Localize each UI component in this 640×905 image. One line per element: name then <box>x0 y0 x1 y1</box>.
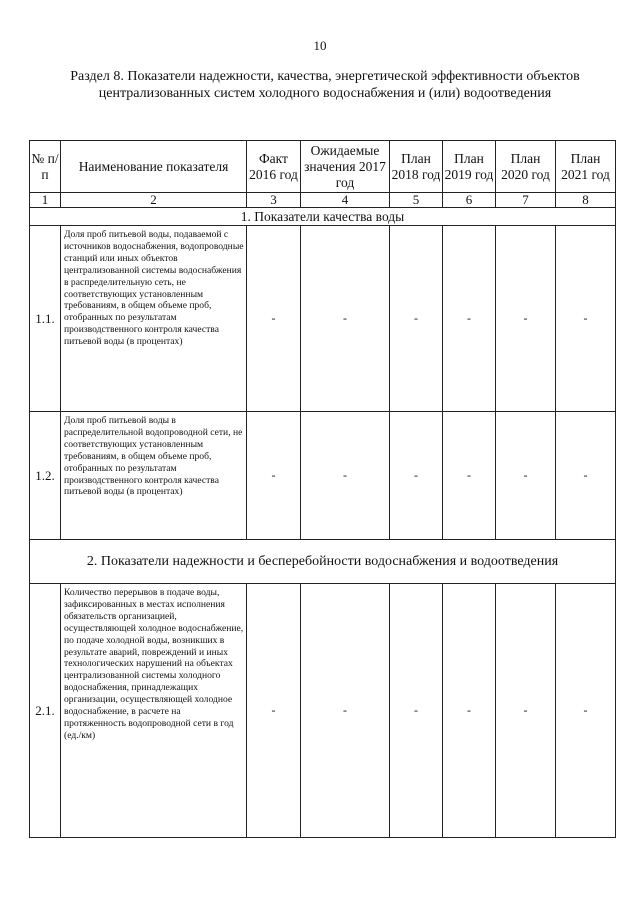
column-number: 6 <box>443 193 496 208</box>
column-number: 2 <box>61 193 247 208</box>
column-number: 4 <box>301 193 390 208</box>
column-number: 8 <box>556 193 616 208</box>
value-cell: - <box>247 226 301 412</box>
header-cell: План 2019 год <box>443 141 496 193</box>
column-number-row <box>30 193 616 208</box>
row-number: 2.1. <box>30 584 61 838</box>
column-number: 1 <box>30 193 61 208</box>
section-header-row <box>30 208 616 226</box>
value-cell: - <box>247 584 301 838</box>
column-number: 5 <box>390 193 443 208</box>
value-cell: - <box>556 584 616 838</box>
value-cell: - <box>301 412 390 540</box>
value-cell: - <box>390 226 443 412</box>
section-title: Раздел 8. Показатели надежности, качества, энергетической эффективности объектов централизованных систем холодного водоснабжения и (или) водоотведения <box>70 69 580 101</box>
value-cell: - <box>301 226 390 412</box>
indicator-name: Доля проб питьевой воды, подаваемой с источников водоснабжения, водопроводные станций или иных объектов централизованной системы водоснабжения в распределительную сеть, не соответствующих установленным требованиям, в общем объеме проб, отобранных по результатам производственного контроля качества питьевой воды (в процентах) <box>61 226 247 412</box>
value-cell: - <box>496 226 556 412</box>
page-number: 10 <box>313 38 327 53</box>
header-cell: № п/п <box>30 141 61 193</box>
indicator-name: Доля проб питьевой воды в распределительной водопроводной сети, не соответствующих установленным требованиям, в общем объеме проб, отобранных по результатам производственного контроля качества питьевой воды (в процентах) <box>61 412 247 540</box>
table-header-row <box>30 141 616 193</box>
column-number: 7 <box>496 193 556 208</box>
value-cell: - <box>443 584 496 838</box>
header-cell: Наименование показателя <box>61 141 247 193</box>
header-cell: Факт 2016 год <box>247 141 301 193</box>
value-cell: - <box>496 412 556 540</box>
value-cell: - <box>556 226 616 412</box>
header-cell: План 2021 год <box>556 141 616 193</box>
section-heading: 1. Показатели качества воды <box>30 208 616 226</box>
value-cell: - <box>443 412 496 540</box>
value-cell: - <box>556 412 616 540</box>
row-number: 1.2. <box>30 412 61 540</box>
value-cell: - <box>443 226 496 412</box>
header-cell: План 2020 год <box>496 141 556 193</box>
table-row <box>30 412 616 540</box>
section-header-row <box>30 540 616 584</box>
header-cell: Ожидаемые значения 2017 год <box>301 141 390 193</box>
section-heading: 2. Показатели надежности и бесперебойности водоснабжения и водоотведения <box>30 540 616 584</box>
header-cell: План 2018 год <box>390 141 443 193</box>
column-number: 3 <box>247 193 301 208</box>
value-cell: - <box>301 584 390 838</box>
value-cell: - <box>390 412 443 540</box>
value-cell: - <box>496 584 556 838</box>
table-row <box>30 226 616 412</box>
row-number: 1.1. <box>30 226 61 412</box>
value-cell: - <box>247 412 301 540</box>
indicator-name: Количество перерывов в подаче воды, зафиксированных в местах исполнения обязательств организацией, осуществляющей холодное водоснабжение, по подаче холодной воды, возникших в результате аварий, повреждений и иных технологических нарушений на объектах централизованной системы холодного водоснабжения, принадлежащих организации, осуществляющей холодное водоснабжение, в расчете на протяженность водопроводной сети в год (ед./км) <box>61 584 247 838</box>
indicators-table <box>29 140 616 838</box>
value-cell: - <box>390 584 443 838</box>
table-row <box>30 584 616 838</box>
